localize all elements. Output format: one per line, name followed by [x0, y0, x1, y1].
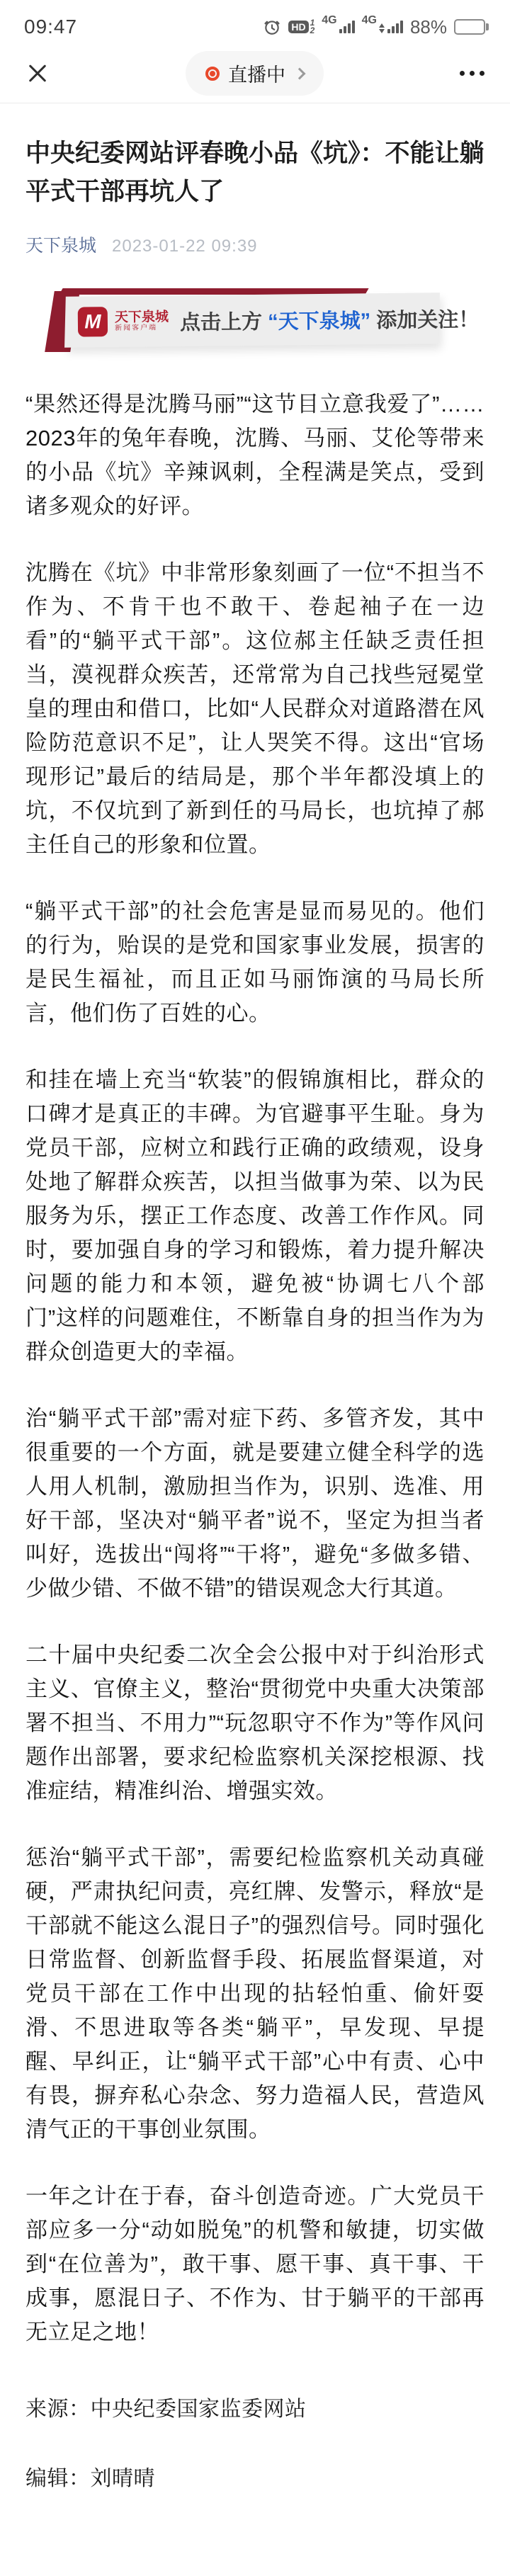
article-meta [26, 232, 484, 257]
network-type-label-2: 4G [361, 14, 377, 26]
source-account-link[interactable]: 天下泉城 [26, 235, 97, 256]
status-icons [263, 16, 489, 38]
article-body [26, 387, 484, 2349]
article [0, 135, 510, 2576]
banner-text-prefix: 点击上方 [179, 310, 263, 334]
status-time: 09:47 [24, 16, 78, 38]
brand-logo-text [115, 310, 169, 332]
chevron-right-icon [294, 67, 306, 79]
article-footer [26, 2395, 484, 2576]
live-status-pill[interactable] [186, 51, 324, 96]
banner-text [180, 303, 480, 335]
banner-body[interactable] [64, 293, 480, 348]
article-title: 中央纪委网站评春晚小品《坑》：不能让躺平式干部再坑人了 [26, 140, 484, 206]
alarm-icon [263, 18, 281, 36]
brand-name: 天下泉城 [114, 309, 169, 325]
nav-bar [0, 44, 510, 103]
live-dot-icon [205, 67, 220, 81]
brand-logo-icon: M [78, 307, 108, 336]
hd-badge-label: HD [288, 21, 308, 33]
banner-inner [78, 302, 480, 336]
article-paragraph: “躺平式干部”的社会危害是显而易见的。他们的行为，贻误的是党和国家事业发展，损害的是民生福祉，而且正如马丽饰演的马局长所言，他们伤了百姓的心。 [26, 898, 484, 1026]
battery-percent: 88% [409, 16, 447, 38]
article-paragraph: 二十届中央纪委二次全会公报中对于纠治形式主义、官僚主义，整治“贯彻党中央重大决策部署不担当、不用力”“玩忽职守不作为”等作风问题作出部署，要求纪检监察机关深挖根源、找准症结，精准纠治、增强实效。 [26, 1642, 484, 1803]
network-type-label: 4G [322, 14, 337, 26]
brand-subtitle: 新闻客户端 [114, 323, 158, 332]
signal-bars-icon-2 [387, 21, 403, 33]
battery-icon [454, 19, 489, 35]
signal-4g-icon-2 [361, 14, 403, 33]
status-bar [0, 0, 510, 44]
live-status-label: 直播中 [228, 64, 285, 86]
publish-date: 2023-01-22 09:39 [112, 236, 258, 256]
hd-badge-icon [288, 19, 314, 35]
more-icon[interactable] [460, 67, 484, 80]
banner-account-name: “天下泉城” [267, 309, 371, 333]
footer-editor-line: 编辑：刘晴晴 [26, 2466, 155, 2490]
banner-text-suffix: 添加关注！ [376, 307, 480, 332]
article-paragraph: 沈腾在《坑》中非常形象刻画了一位“不担当不作为、不肯干也不敢干、卷起袖子在一边看”的“躺平式干部”。这位郝主任缺乏责任担当，漠视群众疾苦，还常常为自己找些冠冕堂皇的理由和借口，比如“人民群众对道路潜在风险防范意识不足”，让人哭笑不得。这出“官场现形记”最后的结局是，那个半年都没填上的坑，不仅坑到了新到任的马局长，也坑掉了郝主任自己的形象和位置。 [26, 560, 484, 857]
signal-4g-icon [322, 14, 354, 33]
article-paragraph: 治“躺平式干部”需对症下药、多管齐发，其中很重要的一个方面，就是要建立健全科学的选人用人机制，激励担当作为，识别、选准、用好干部，坚决对“躺平者”说不，坚定为担当者叫好，选拔出“闯将”“干将”，避免“多做多错、少做少错、不做不错”的错误观念大行其道。 [26, 1405, 484, 1601]
article-paragraph: 和挂在墙上充当“软装”的假锦旗相比，群众的口碑才是真正的丰碑。为官避事平生耻。身为党员干部，应树立和践行正确的政绩观，设身处地了解群众疾苦，以担当做事为荣、以为民服务为乐，摆正工作态度、改善工作作风。同时，要加强自身的学习和锻炼，着力提升解决问题的能力和本领，避免被“协调七八个部门”这样的问题难住，不断靠自身的担当作为为群众创造更大的幸福。 [26, 1067, 484, 1364]
signal-bars-icon [339, 21, 355, 33]
close-icon[interactable] [26, 62, 50, 86]
data-updown-icon [379, 23, 385, 33]
article-paragraph: 惩治“躺平式干部”，需要纪检监察机关动真碰硬，严肃执纪问责，亮红牌、发警示，释放“是干部就不能这么混日子”的强烈信号。同时强化日常监督、创新监督手段、拓展监督渠道，对党员干部在工作中出现的拈轻怕重、偷奸耍滑、不思进取等各类“躺平”，早发现、早提醒、早纠正，让“躺平式干部”心中有责、心中有畏，摒弃私心杂念、努力造福人民，营造风清气正的干事创业氛围。 [26, 1844, 484, 2142]
article-paragraph: “果然还得是沈腾马丽”“这节目立意我爱了”……2023年的兔年春晚，沈腾、马丽、艾伦等带来的小品《坑》辛辣讽刺，全程满是笑点，受到诸多观众的好评。 [26, 391, 484, 518]
footer-source-line: 来源：中央纪委国家监委网站 [26, 2397, 307, 2421]
sim1-label: 1 [310, 18, 315, 28]
follow-banner[interactable] [38, 288, 482, 359]
dual-sim-indicator [310, 19, 315, 35]
sim2-label: 2 [310, 25, 315, 35]
article-paragraph: 一年之计在于春，奋斗创造奇迹。广大党员干部应多一分“动如脱兔”的机警和敏捷，切实做到“在位善为”，敢干事、愿干事、真干事、干成事，愿混日子、不作为、甘于躺平的干部再无立足之地！ [26, 2183, 484, 2344]
